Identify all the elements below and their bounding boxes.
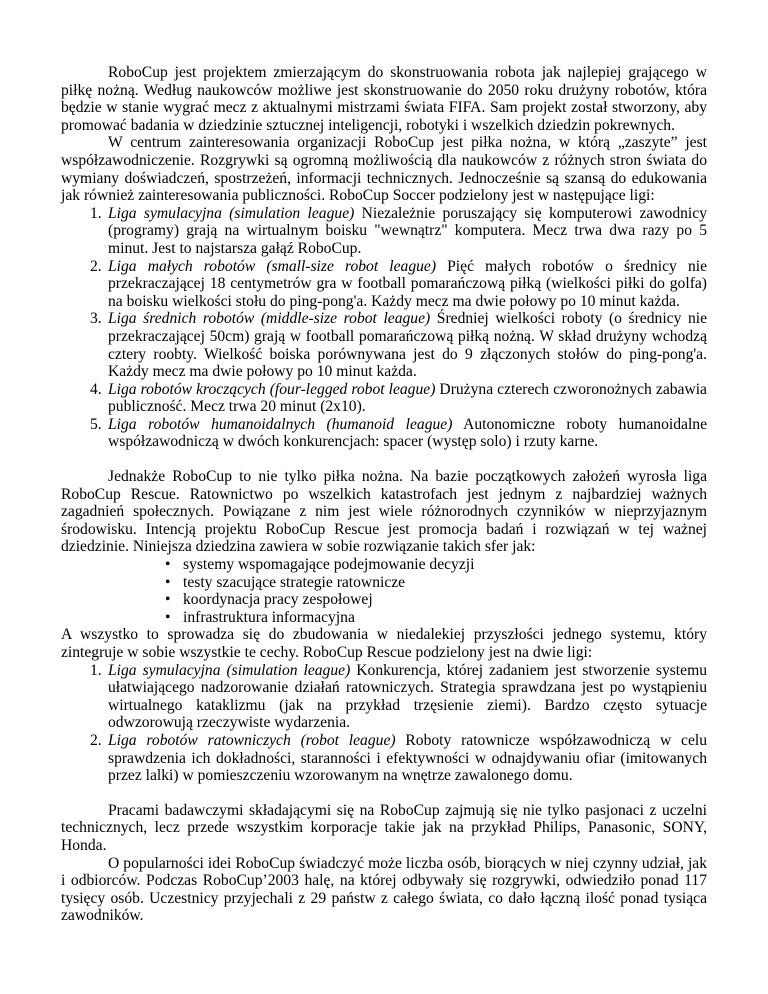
league-title: Liga symulacyjna (simulation league) (108, 204, 355, 222)
paragraph-gap (61, 785, 707, 802)
soccer-leagues-list (61, 205, 707, 451)
bullet-icon: • (165, 573, 171, 591)
rescue-leagues-list (61, 662, 707, 785)
list-item (61, 416, 707, 451)
rescue-areas-list (61, 556, 707, 626)
list-number: 5. (90, 415, 102, 433)
league-description: Roboty ratownicze współzawodniczą w celu sprawdzenia ich dokładności, staranności i efektywności w odnajdywaniu ofiar (imitowanych przez lalki) w pomieszczeniu wzorowanym na wnętrze zawalonego domu. (108, 731, 708, 785)
list-number: 2. (90, 257, 102, 275)
league-title: Liga robotów ratowniczych (robot league) (108, 731, 396, 749)
league-title: Liga małych robotów (small-size robot league) (108, 257, 437, 275)
list-number: 2. (90, 731, 102, 749)
list-number: 1. (90, 661, 102, 679)
list-item (61, 381, 707, 416)
list-number: 4. (90, 380, 102, 398)
list-number: 1. (90, 204, 102, 222)
list-item (61, 310, 707, 380)
bullet-icon: • (165, 608, 171, 626)
paragraph-research: Pracami badawczymi składającymi się na RoboCup zajmują się nie tylko pasjonaci z uczelni technicznych, lecz przede wszystkim korporacje takie jak na przykład Philips, Panasonic, SONY, Honda. (61, 801, 707, 854)
list-item-text: infrastruktura informacyjna (183, 608, 355, 626)
list-item (61, 574, 707, 592)
list-item (61, 662, 707, 732)
list-item (61, 258, 707, 311)
list-item (61, 556, 707, 574)
paragraph-soccer: W centrum zainteresowania organizacji RoboCup jest piłka nożna, w którą „zaszyte” jest współzawodniczenie. Rozgrywki są ogromną możliwością dla naukowców z różnych stron świata do wymiany doświadczeń, spostrzeżeń, informacji technicznych. Jednocześnie są szansą do edukowania jak również zainteresowania publiczności. RoboCup Soccer podzielony jest w następujące ligi: (61, 134, 707, 205)
paragraph-rescue-summary: A wszystko to sprowadza się do zbudowania w niedalekiej przyszłości jednego systemu, który zintegruje w sobie wszystkie te cechy. RoboCup Rescue podzielony jest na dwie ligi: (61, 626, 707, 661)
paragraph-intro: RoboCup jest projektem zmierzającym do skonstruowania robota jak najlepiej grającego w piłkę nożną. Według naukowców możliwe jest skonstruowanie do 2050 roku drużyny robotów, która będzie w stanie wygrać mecz z aktualnymi mistrzami świata FIFA. Sam projekt został stworzony, aby promować badania w dziedzinie sztucznej inteligencji, robotyki i wszelkich dziedzin pokrewnych. (61, 64, 707, 134)
paragraph-gap (61, 451, 707, 468)
list-item (61, 732, 707, 785)
list-number: 3. (90, 310, 102, 328)
bullet-icon: • (165, 556, 171, 574)
list-item-text: testy szacujące strategie ratownicze (183, 573, 406, 591)
league-title: Liga robotów humanoidalnych (humanoid league) (108, 415, 453, 433)
league-title: Liga średnich robotów (middle-size robot league) (108, 310, 431, 328)
league-description: Konkurencja, której zadaniem jest stworzenie systemu ułatwiającego nadzorowanie działań ratowniczych. Strategia sprawdzana jest po wystąpieniu wirtualnego kataklizmu (jak na przykład trzęsienie ziemi). Bardzo często sytuacje odwzorowują rzeczywiste wydarzenia. (108, 661, 707, 732)
list-item (61, 205, 707, 258)
paragraph-rescue: Jednakże RoboCup to nie tylko piłka nożna. Na bazie początkowych założeń wyrosła liga RoboCup Rescue. Ratownictwo po wszelkich katastrofach jest jednym z najbardziej ważnych zagadnień społecznych. Powiązane z nim jest wiele różnorodnych czynników w nieprzyjaznym środowisku. Intencją projektu RoboCup Rescue jest promocja badań i rozwiązań w tej ważnej dziedzinie. Niniejsza dziedzina zawiera w sobie rozwiązanie takich sfer jak: (61, 468, 707, 556)
league-description: Drużyna czterech czworonożnych zabawia publiczność. Mecz trwa 20 minut (2x10). (108, 380, 707, 416)
league-title: Liga symulacyjna (simulation league) (108, 661, 351, 679)
list-item-text: systemy wspomagające podejmowanie decyzji (183, 556, 475, 574)
league-description: Autonomiczne roboty humanoidalne współzawodniczą w dwóch konkurencjach: spacer (występ solo) i rzuty karne. (108, 415, 707, 451)
list-item (61, 591, 707, 609)
league-description: Pięć małych robotów o średnicy nie przekraczającej 18 centymetrów gra w football pomarańczową piłką (wielkości piłki do golfa) na boisku wielkości stołu do ping-pong'a. Każdy mecz ma dwie połowy po 10 minut każda. (108, 257, 707, 310)
list-item-text: koordynacja pracy zespołowej (183, 591, 373, 609)
league-description: Średniej wielkości roboty (o średnicy nie przekraczającej 50cm) grają w football pomarańczową piłką nożną. W skład drużyny wchodzą cztery roobty. Wielkość boiska porównywana jest do 9 złączonych stołów do ping-pong'a. Każdy mecz ma dwie połowy po 10 minut każda. (108, 310, 707, 381)
bullet-icon: • (165, 591, 171, 609)
document-page (61, 64, 707, 925)
paragraph-popularity: O popularności idei RoboCup świadczyć może liczba osób, biorących w niej czynny udział, jak i odbiorców. Podczas RoboCup’2003 halę, na której odbywały się rozgrywki, odwiedziło ponad 117 tysięcy osób. Uczestnicy przyjechali z 29 państw z całego świata, co dało łączną ilość ponad tysiąca zawodników. (61, 854, 707, 925)
list-item (61, 609, 707, 627)
league-description: Niezależnie poruszający się komputerowi zawodnicy (programy) grają na wirtualnym boisku "wewnątrz" komputera. Mecz trwa dwa razy po 5 minut. Jest to najstarsza gałąź RoboCup. (108, 204, 707, 257)
league-title: Liga robotów kroczących (four-legged robot league) (108, 380, 436, 398)
